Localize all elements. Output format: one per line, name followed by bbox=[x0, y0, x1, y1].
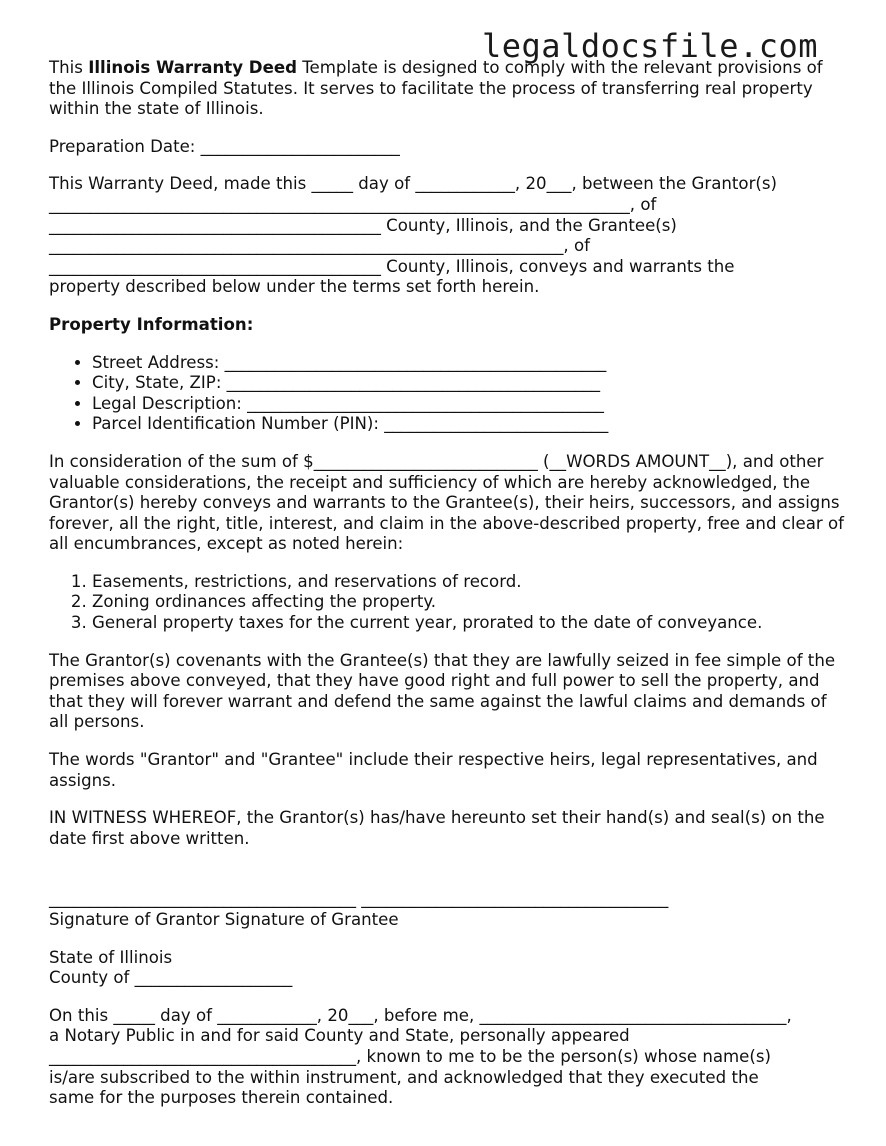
definitions-paragraph: The words "Grantor" and "Grantee" include their respective heirs, legal representatives, and assigns. bbox=[49, 750, 818, 790]
intro-title: Illinois Warranty Deed bbox=[88, 58, 297, 77]
notary-line: same for the purposes therein contained. bbox=[49, 1088, 394, 1108]
notary-line: is/are subscribed to the within instrument, and acknowledged that they executed the bbox=[49, 1067, 759, 1087]
property-pin: • Parcel Identification Number (PIN): ___________________________ bbox=[92, 414, 849, 435]
covenant-paragraph: The Grantor(s) covenants with the Grantee(s) that they are lawfully seized in fee simple of the premises above conveyed, that they have good right and full power to sell the property, and that they will forever warrant and defend the same against the lawful claims and demands of all persons. bbox=[49, 650, 836, 732]
notary-venue bbox=[49, 948, 849, 989]
deed-line: ________________________________________ County, Illinois, conveys and warrants the bbox=[49, 256, 735, 276]
exception-item: 2. Zoning ordinances affecting the property. bbox=[92, 592, 849, 613]
county-line: County of ___________________ bbox=[49, 968, 293, 988]
watermark: legaldocsfile.com bbox=[482, 27, 819, 65]
witness-paragraph: IN WITNESS WHEREOF, the Grantor(s) has/have hereunto set their hand(s) and seal(s) on the date first above written. bbox=[49, 808, 825, 848]
document-body bbox=[49, 58, 849, 1126]
signature-labels: Signature of Grantor Signature of Grantee bbox=[49, 910, 399, 929]
intro-pre: This bbox=[49, 58, 89, 77]
notary-paragraph bbox=[49, 1006, 849, 1109]
preparation-date: Preparation Date: ________________________ bbox=[49, 136, 400, 156]
exception-item: 1. Easements, restrictions, and reservations of record. bbox=[92, 572, 849, 593]
intro-post: Template is designed to comply with the relevant provisions of the Illinois Compiled Statutes. It serves to facilitate the process of transferring real property within the state of Illinois. bbox=[49, 58, 823, 119]
deed-line: ______________________________________________________________, of bbox=[49, 236, 590, 256]
intro-paragraph bbox=[49, 58, 849, 120]
notary-line: _____________________________________, known to me to be the person(s) whose name(s) bbox=[49, 1046, 771, 1066]
exception-item: 3. General property taxes for the current year, prorated to the date of conveyance. bbox=[92, 613, 849, 634]
notary-line: a Notary Public in and for said County and State, personally appeared bbox=[49, 1026, 630, 1046]
property-legal-description: • Legal Description: ___________________________________________ bbox=[92, 394, 849, 415]
property-list bbox=[49, 353, 849, 435]
deed-paragraph bbox=[49, 174, 849, 298]
property-street-address: • Street Address: ______________________________________________ bbox=[92, 353, 849, 374]
exceptions-list bbox=[49, 572, 849, 634]
property-city-state-zip: • City, State, ZIP: _____________________________________________ bbox=[92, 373, 849, 394]
signature-lines: _____________________________________ _____________________________________ bbox=[49, 889, 669, 909]
state-line: State of Illinois bbox=[49, 947, 173, 967]
notary-line: On this _____ day of ____________, 20___, before me, _____________________________________, bbox=[49, 1005, 792, 1025]
signature-block bbox=[49, 889, 849, 930]
deed-line: ________________________________________ County, Illinois, and the Grantee(s) bbox=[49, 215, 677, 235]
deed-line: This Warranty Deed, made this _____ day of ____________, 20___, between the Grantor(s) bbox=[49, 174, 777, 194]
deed-line: ______________________________________________________________________, of bbox=[49, 194, 657, 214]
deed-line: property described below under the terms set forth herein. bbox=[49, 277, 540, 297]
consideration-paragraph: In consideration of the sum of $___________________________ (__WORDS AMOUNT__), and other valuable considerations, the receipt and sufficiency of which are hereby acknowledged, the Grantor(s) hereby conveys and warrants to the Grantee(s), their heirs, successors, and assigns forever, all the right, title, interest, and claim in the above-described property, free and clear of all encumbrances, except as noted herein: bbox=[49, 451, 844, 554]
property-heading: Property Information: bbox=[49, 314, 254, 334]
